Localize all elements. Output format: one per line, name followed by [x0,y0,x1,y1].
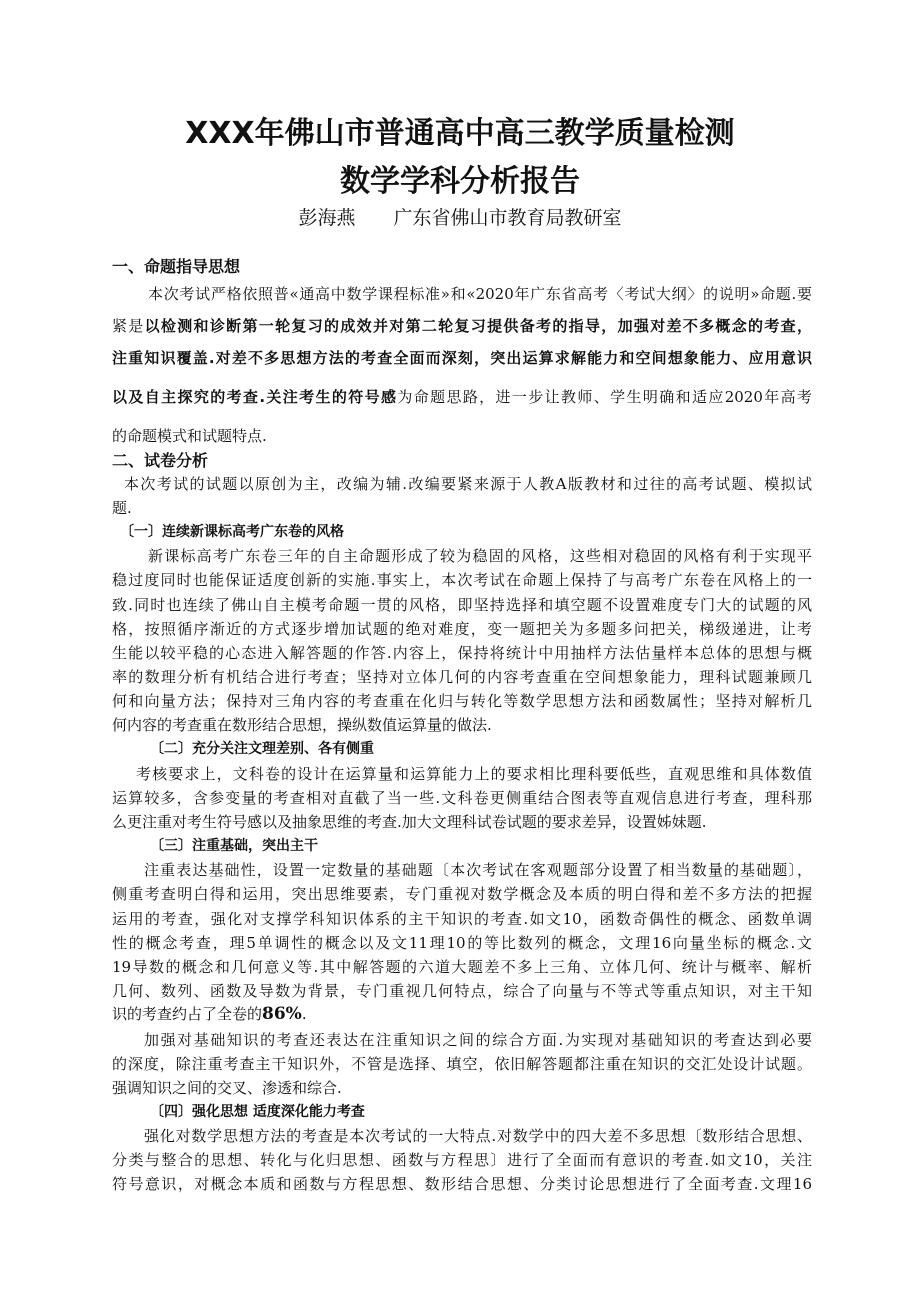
subsection3-text-line: 注重表达基础性，设置一定数量的基础题〔本次考试在客观题部分设置了相当数量的基础题〕， [144,861,812,879]
subsection1-heading: 〔一〕连续新课标高考广东卷的风格 [120,524,344,540]
section1-emphasis-line: 注重知识覆盖.对差不多思想方法的考查全面而深刻，突出运算求解能力和空间想象能力、应用意识 [112,349,812,367]
author-affiliation: 广东省佛山市教育局教研室 [393,207,622,229]
emphasis-text: 以及自主探究的考查.关注考生的符号感 [112,388,398,406]
subsection3-text-line: 识的考查约占了全卷的86%. [112,1004,307,1024]
subsection3-text-line: 运用的考查，强化对支撑学科知识体系的主干知识的考查.如文10，函数奇偶性的概念、函数单调 [112,910,812,928]
subsection1-text-line: 率的数理分析有机结合进行考查；坚持对立体几何的内容考查重在空间想象能力，理科试题兼顾几 [112,668,812,686]
subsection3-text-line: 性的概念考查，理5单调性的概念以及文11理10的等比数列的概念，文理16向量坐标的概念.文 [112,934,812,952]
subsection3-text-line: 强调知识之间的交叉、渗透和综合. [112,1079,342,1097]
subsection3-heading: 〔三〕注重基础，突出主干 [150,838,318,854]
report-title-line2: 数学学科分析报告 [340,164,580,199]
section1-heading: 一、命题指导思想 [112,257,241,276]
emphasis-text: 以检测和诊断第一轮复习的成效并对第二轮复习提供备考的指导，加强对差不多概念的考查， [144,317,812,335]
subsection2-text-line: 运算较多，含参变量的考查相对直截了当一些.文科卷更侧重结合图表等直观信息进行考查，理科那 [112,789,812,807]
subsection1-text-line: 致.同时也连续了佛山自主模考命题一贯的风格，即坚持选择和填空题不设置难度专门大的试题的风 [112,596,812,614]
subsection3-text-line: 几何、数列、函数及导数为背景，专门重视几何特点，综合了向量与不等式等重点知识，对主干知 [112,982,812,1000]
subsection3-text-line: 的深度，除注重考查主干知识外，不管是选择、填空，依旧解答题都注重在知识的交汇处设计试题。 [112,1055,812,1073]
subsection2-text-line: 么更注重对考生符号感以及抽象思维的考查.加大文理科试卷试题的要求差异，设置姊妹题. [112,813,707,831]
report-title-line1: XXX年佛山市普通高中高三教学质量检测 [185,116,735,151]
section2-intro-line: 题. [112,499,132,517]
section2-heading: 二、试卷分析 [112,451,209,470]
subsection3-text-line: 加强对基础知识的考查还表达在注重知识之间的综合方面.为实现对基础知识的考查达到必要 [144,1031,812,1049]
subsection4-text-line: 分类与整合的思想、转化与化归思想、函数与方程思〕进行了全面而有意识的考查.如文10，关注 [112,1151,812,1169]
percentage-value: 86% [262,1004,302,1024]
subsection1-text-line: 何和向量方法；保持对三角内容的考查重在化归与转化等数学思想方法和函数属性；坚持对解析几 [112,692,812,710]
section1-text-line: 紧是以检测和诊断第一轮复习的成效并对第二轮复习提供备考的指导，加强对差不多概念的考查， [112,317,812,335]
subsection1-text-line: 生能以较平稳的心态进入解答题的作答.内容上，保持将统计中用抽样方法估量样本总体的思想与概 [112,644,812,662]
subsection4-heading: 〔四〕强化思想 适度深化能力考查 [150,1104,365,1120]
subsection1-text-line: 新课标高考广东卷三年的自主命题形成了较为稳固的风格，这些相对稳固的风格有利于实现平 [148,547,812,565]
subsection1-text-line: 稳过度同时也能保证适度创新的实施.事实上，本次考试在命题上保持了与高考广东卷在风格上的一 [112,571,812,589]
subsection4-text-line: 符号意识，对概念本质和函数与方程思想、数形结合思想、分类讨论思想进行了全面考查.文理16 [112,1175,812,1193]
subsection3-text-line: 19导数的概念和几何意义等.其中解答题的六道大题差不多上三角、立体几何、统计与概率、解析 [112,958,812,976]
subsection1-text-line: 何内容的考查重在数形结合思想，操纵数值运算量的做法. [112,716,492,734]
section2-intro-line: 本次考试的试题以原创为主，改编为辅.改编要紧来源于人教A版教材和过往的高考试题、模拟试 [124,475,812,493]
section1-text-line: 本次考试严格依照普«通高中数学课程标准»和«2020年广东省高考〈考试大纲〉的说明»命题.要 [148,285,812,303]
author-line [0,206,920,230]
section1-text-line: 以及自主探究的考查.关注考生的符号感为命题思路，进一步让教师、学生明确和适应2020年高考 [112,388,812,406]
subsection4-text-line: 强化对数学思想方法的考查是本次考试的一大特点.对数学中的四大差不多思想〔数形结合思想、 [144,1127,812,1145]
subsection1-text-line: 格，按照循序渐近的方式逐步增加试题的绝对难度，变一题把关为多题多问把关，梯级递进，让考 [112,620,812,638]
subsection2-heading: 〔二〕充分关注文理差别、各有侧重 [150,741,374,757]
subsection2-text-line: 考核要求上，文科卷的设计在运算量和运算能力上的要求相比理科要低些，直观思维和具体数值 [136,765,812,783]
section1-text-line: 的命题模式和试题特点. [112,427,267,445]
subsection3-text-line: 侧重考查明白得和运用，突出思维要素，专门重视对数学概念及本质的明白得和差不多方法的把握 [112,885,812,903]
author-name: 彭海燕 [298,207,356,229]
